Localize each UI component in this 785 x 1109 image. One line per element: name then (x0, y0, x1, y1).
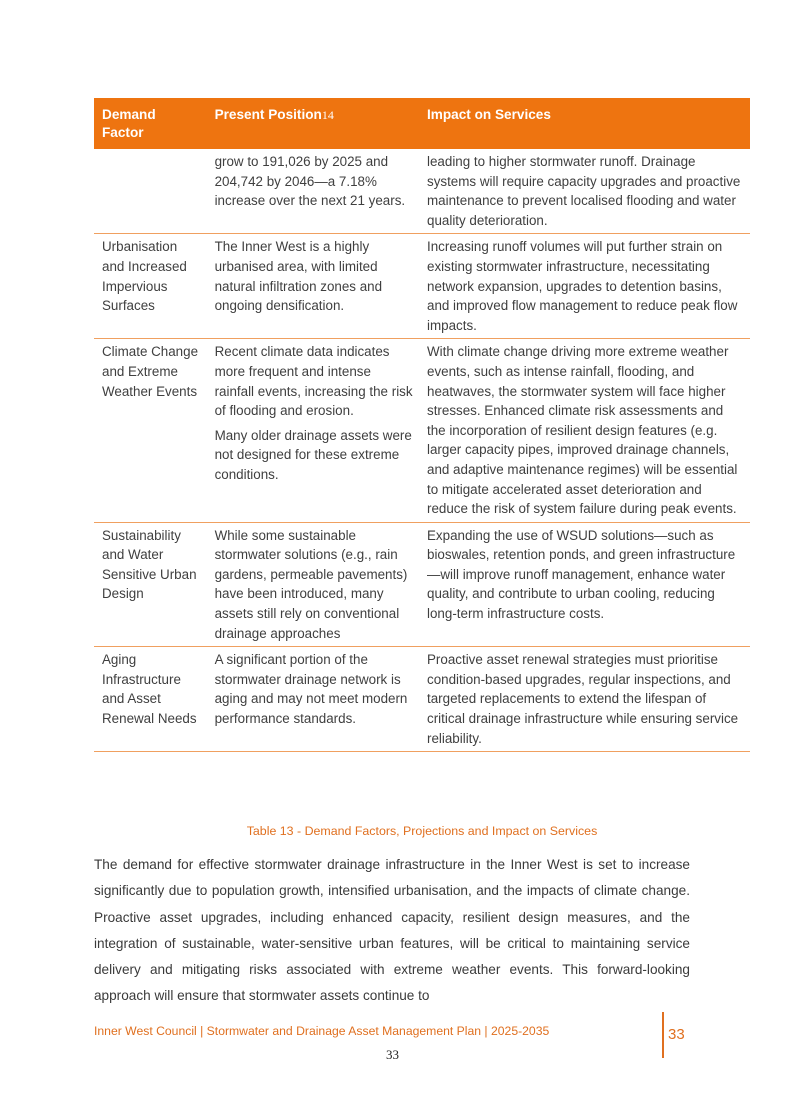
table-header-row (94, 98, 750, 149)
cell-demand-factor: Climate Change and Extreme Weather Events (94, 339, 207, 522)
cell-paragraph: Recent climate data indicates more frequent and intense rainfall events, increasing the risk of flooding and erosion. (214, 344, 413, 419)
footer-title: Inner West Council | Stormwater and Drainage Asset Management Plan | 2025-2035 (94, 1024, 550, 1038)
cell-demand-factor: Sustainability and Water Sensitive Urban Design (94, 522, 207, 647)
table-row (94, 647, 750, 752)
header-demand-factor: Demand Factor (94, 98, 207, 149)
cell-present-position (207, 522, 419, 647)
footer-page-label: 33 (668, 1026, 685, 1043)
cell-demand-factor: Aging Infrastructure and Asset Renewal Needs (94, 647, 207, 752)
cell-demand-factor (94, 149, 207, 234)
cell-paragraph: While some sustainable stormwater solutions (e.g., rain gardens, permeable pavements) have been introduced, many assets still rely on conventional drainage approaches (214, 527, 408, 641)
cell-present-position (207, 339, 419, 522)
cell-impact-on-services: Proactive asset renewal strategies must prioritise condition-based upgrades, regular inspections, and targeted replacements to extend the lifespan of critical drainage infrastructure while ensuring service reliability. (419, 647, 750, 752)
cell-impact-on-services: Increasing runoff volumes will put further strain on existing stormwater infrastructure, necessitating network expansion, upgrades to detention basins, and improved flow management to reduce peak flow impacts. (419, 234, 750, 339)
demand-factors-table (94, 98, 750, 752)
cell-impact-on-services: Expanding the use of WSUD solutions—such as bioswales, retention ponds, and green infrastructure—will improve runoff management, enhance water quality, and contribute to urban cooling, reducing long-term infrastructure costs. (419, 522, 750, 647)
header-impact-on-services: Impact on Services (419, 98, 750, 149)
cell-paragraph: grow to 191,026 by 2025 and 204,742 by 2046—a 7.18% increase over the next 21 years. (214, 154, 406, 209)
footnote-reference: 14 (321, 108, 334, 122)
cell-present-position (207, 149, 419, 234)
cell-impact-on-services: leading to higher stormwater runoff. Drainage systems will require capacity upgrades and proactive maintenance to prevent localised flooding and water quality deterioration. (419, 149, 750, 234)
table-row (94, 234, 750, 339)
cell-demand-factor: Urbanisation and Increased Impervious Surfaces (94, 234, 207, 339)
header-present-position (207, 98, 419, 149)
cell-present-position (207, 234, 419, 339)
table-row (94, 522, 750, 647)
table-row (94, 149, 750, 234)
table-caption: Table 13 - Demand Factors, Projections and Impact on Services (246, 824, 598, 838)
cell-paragraph: A significant portion of the stormwater drainage network is aging and may not meet modern performance standards. (214, 652, 408, 727)
cell-paragraph: The Inner West is a highly urbanised area, with limited natural infiltration zones and ongoing densification. (214, 239, 383, 314)
header-present-position-label: Present Position (214, 107, 322, 122)
cell-paragraph: Many older drainage assets were not designed for these extreme conditions. (214, 427, 412, 482)
body-paragraph: The demand for effective stormwater drainage infrastructure in the Inner West is set to increase significantly due to population growth, intensified urbanisation, and the impacts of climate change. Proactive asset upgrades, including enhanced capacity, resilient design measures, and the integration of sustainable, water-sensitive urban features, will be critical to maintaining service delivery and mitigating risks associated with extreme weather events. This forward-looking approach will ensure that stormwater assets continue to (94, 857, 690, 1004)
cell-present-position (207, 647, 419, 752)
page-number: 33 (386, 1047, 399, 1062)
table-row (94, 339, 750, 522)
cell-impact-on-services: With climate change driving more extreme weather events, such as intense rainfall, flooding, and heatwaves, the stormwater system will face higher stresses. Enhanced climate risk assessments and the incorporation of resilient design features (e.g. larger capacity pipes, improved drainage channels, and adaptive maintenance regimes) will be essential to mitigate accelerated asset deterioration and reduce the risk of system failure during peak events. (419, 339, 750, 522)
table-body (94, 149, 750, 752)
